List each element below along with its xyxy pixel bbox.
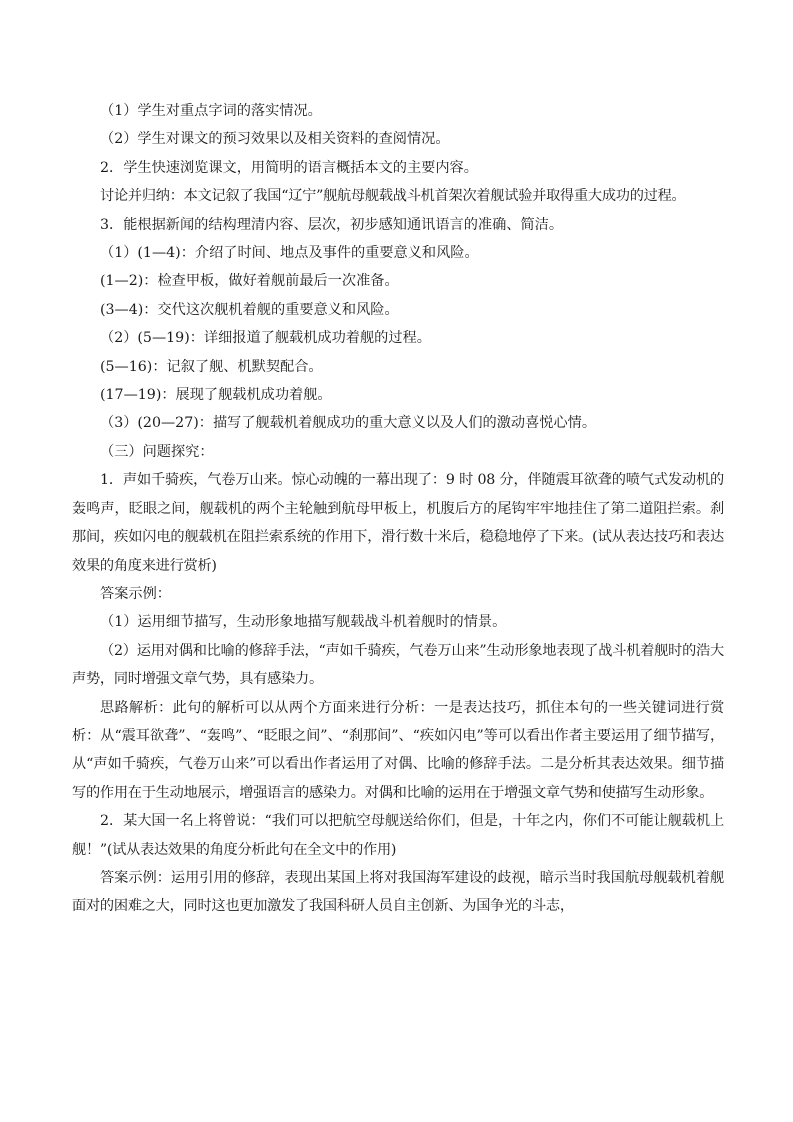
section-2-paragraphs-5-19: （2）(5—19)：详细报道了舰载机成功着舰的过程。 xyxy=(100,330,431,347)
section-paragraphs-5-16: (5—16)：记叙了舰、机默契配合。 xyxy=(100,358,323,375)
section-paragraphs-1-2: (1—2)：检查甲板，做好着舰前最后一次准备。 xyxy=(100,273,399,290)
section-3-paragraphs-20-27: （3）(20—27)：描写了舰载机着舰成功的重大意义以及人们的激动喜悦心情。 xyxy=(100,415,597,432)
task-2-browse-summary: 2．学生快速浏览课文，用简明的语言概括本文的主要内容。 xyxy=(100,159,478,176)
section-1-paragraphs-1-4: （1）(1—4)：介绍了时间、地点及事件的重要意义和风险。 xyxy=(100,245,479,262)
document-body xyxy=(72,97,724,921)
task-3-structure: 3．能根据新闻的结构理清内容、层次，初步感知通讯语言的准确、简洁。 xyxy=(100,216,564,233)
section-paragraphs-3-4: (3—4)：交代这次舰机着舰的重要意义和风险。 xyxy=(100,301,399,318)
question-1-text: 1．声如千骑疾，气卷万山来。惊心动魄的一幕出现了：9 时 08 分，伴随震耳欲聋的喷气式发动机的轰鸣声，眨眼之间，舰载机的两个主轮触到航母甲板上，机腹后方的尾钩牢牢地挂住了第二道阻拦索。刹那间，疾如闪电的舰载机在阻拦索系统的作用下，滑行数十米后，稳稳地停了下来。(试从表达技巧和表达效果的角度来进行赏析) xyxy=(72,472,724,574)
answer-example-label: 答案示例： xyxy=(100,585,171,602)
analysis-text: 思路解析：此句的解析可以从两个方面来进行分析：一是表达技巧，抓住本句的一些关键词进行赏析：从“震耳欲聋”、“轰鸣”、“眨眼之间”、“刹那间”、“疾如闪电”等可以看出作者主要运用了细节描写，从“声如千骑疾，气卷万山来”可以看出作者运用了对偶、比喻的修辞手法。二是分析其表达效果。细节描写的作用在于生动地展示，增强语言的感染力。对偶和比喻的运用在于增强文章气势和使描写生动形象。 xyxy=(72,699,724,801)
section-paragraphs-17-19: (17—19)：展现了舰载机成功着舰。 xyxy=(100,387,332,404)
item-1-key-words: （1）学生对重点字词的落实情况。 xyxy=(100,103,322,119)
answer-2-rhetoric: （2）运用对偶和比喻的修辞手法，“声如千骑疾，气卷万山来”生动形象地表现了战斗机着舰时的浩大声势，同时增强文章气势，具有感染力。 xyxy=(72,642,724,688)
answer-question-2: 答案示例：运用引用的修辞，表现出某国上将对我国海军建设的歧视，暗示当时我国航母舰载机着舰面对的困难之大，同时这也更加激发了我国科研人员自主创新、为国争光的斗志， xyxy=(72,869,724,915)
item-2-preview-effect: （2）学生对课文的预习效果以及相关资料的查阅情况。 xyxy=(100,131,450,148)
question-2-text: 2．某大国一名上将曾说：“我们可以把航空母舰送给你们，但是，十年之内，你们不可能让舰载机上舰！”(试从表达效果的角度分析此句在全文中的作用) xyxy=(72,813,724,858)
discussion-summary: 讨论并归纳：本文记叙了我国“辽宁”舰航母舰载战斗机首架次着舰试验并取得重大成功的过程。 xyxy=(100,188,686,205)
heading-problem-inquiry: （三）问题探究： xyxy=(100,443,214,460)
answer-1-detail-description: （1）运用细节描写，生动形象地描写舰载战斗机着舰时的情景。 xyxy=(100,614,507,631)
